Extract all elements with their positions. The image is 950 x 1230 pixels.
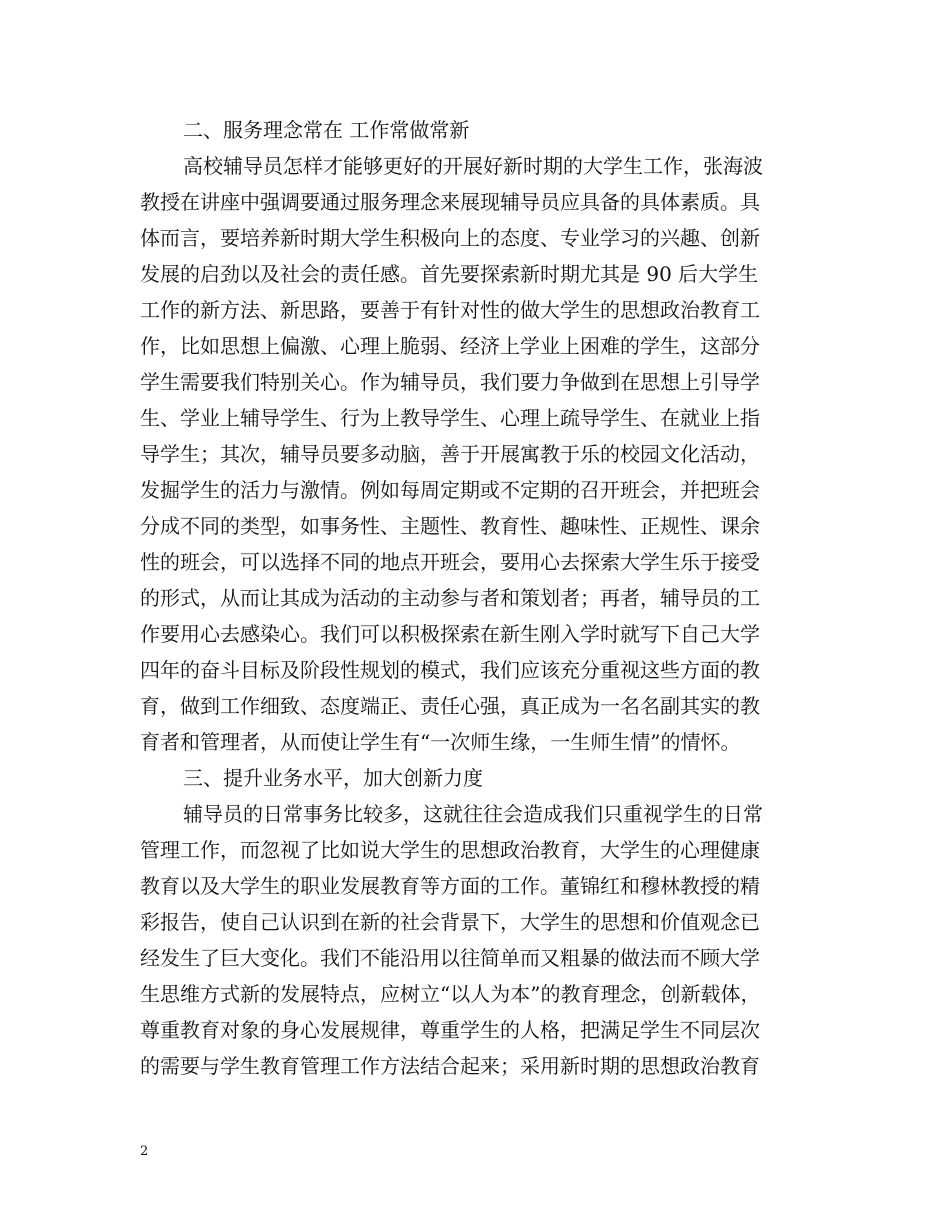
section-heading-service: 二、服务理念常在 工作常做常新 (183, 118, 470, 142)
paragraph-line: 尊重教育对象的身心发展规律，尊重学生的人格，把满足学生不同层次 (140, 1018, 760, 1042)
paragraph-line: 发掘学生的活力与激情。例如每周定期或不定期的召开班会，并把班会 (140, 478, 760, 502)
paragraph-line: 经发生了巨大变化。我们不能沿用以往简单而又粗暴的做法而不顾大学 (140, 946, 760, 970)
paragraph-line: 发展的启劲以及社会的责任感。首先要探索新时期尤其是 90 后大学生 (140, 262, 759, 286)
paragraph-line: 高校辅导员怎样才能够更好的开展好新时期的大学生工作，张海波 (183, 154, 763, 178)
paragraph-line: 导学生；其次，辅导员要多动脑，善于开展寓教于乐的校园文化活动， (140, 442, 760, 466)
paragraph-line: 作，比如思想上偏激、心理上脆弱、经济上学业上困难的学生，这部分 (140, 334, 760, 358)
paragraph-line: 的形式，从而让其成为活动的主动参与者和策划者；再者，辅导员的工 (140, 586, 760, 610)
paragraph-line: 教授在讲座中强调要通过服务理念来展现辅导员应具备的具体素质。具 (140, 190, 760, 214)
paragraph-line: 管理工作，而忽视了比如说大学生的思想政治教育，大学生的心理健康 (140, 838, 760, 862)
paragraph-line: 育者和管理者，从而使让学生有“一次师生缘，一生师生情”的情怀。 (140, 730, 741, 754)
paragraph-line: 辅导员的日常事务比较多，这就往往会造成我们只重视学生的日常 (183, 802, 763, 826)
paragraph-line: 的需要与学生教育管理工作方法结合起来；采用新时期的思想政治教育 (140, 1054, 760, 1078)
paragraph-line: 分成不同的类型，如事务性、主题性、教育性、趣味性、正规性、课余 (140, 514, 760, 538)
paragraph-line: 彩报告，使自己认识到在新的社会背景下，大学生的思想和价值观念已 (140, 910, 760, 934)
section-heading-improve: 三、提升业务水平，加大创新力度 (183, 766, 483, 790)
paragraph-line: 生思维方式新的发展特点，应树立“以人为本”的教育理念，创新载体， (140, 982, 761, 1006)
paragraph-line: 性的班会，可以选择不同的地点开班会，要用心去探索大学生乐于接受 (140, 550, 760, 574)
paragraph-line: 学生需要我们特别关心。作为辅导员，我们要力争做到在思想上引导学 (140, 370, 760, 394)
paragraph-line: 工作的新方法、新思路，要善于有针对性的做大学生的思想政治教育工 (140, 298, 760, 322)
paragraph-line: 生、学业上辅导学生、行为上教导学生、心理上疏导学生、在就业上指 (140, 406, 760, 430)
paragraph-line: 四年的奋斗目标及阶段性规划的模式，我们应该充分重视这些方面的教 (140, 658, 760, 682)
paragraph-line: 育，做到工作细致、态度端正、责任心强，真正成为一名名副其实的教 (140, 694, 760, 718)
paragraph-line: 教育以及大学生的职业发展教育等方面的工作。董锦红和穆林教授的精 (140, 874, 760, 898)
paragraph-line: 体而言，要培养新时期大学生积极向上的态度、专业学习的兴趣、创新 (140, 226, 760, 250)
page-number: 2 (140, 1144, 149, 1159)
paragraph-line: 作要用心去感染心。我们可以积极探索在新生刚入学时就写下自己大学 (140, 622, 760, 646)
